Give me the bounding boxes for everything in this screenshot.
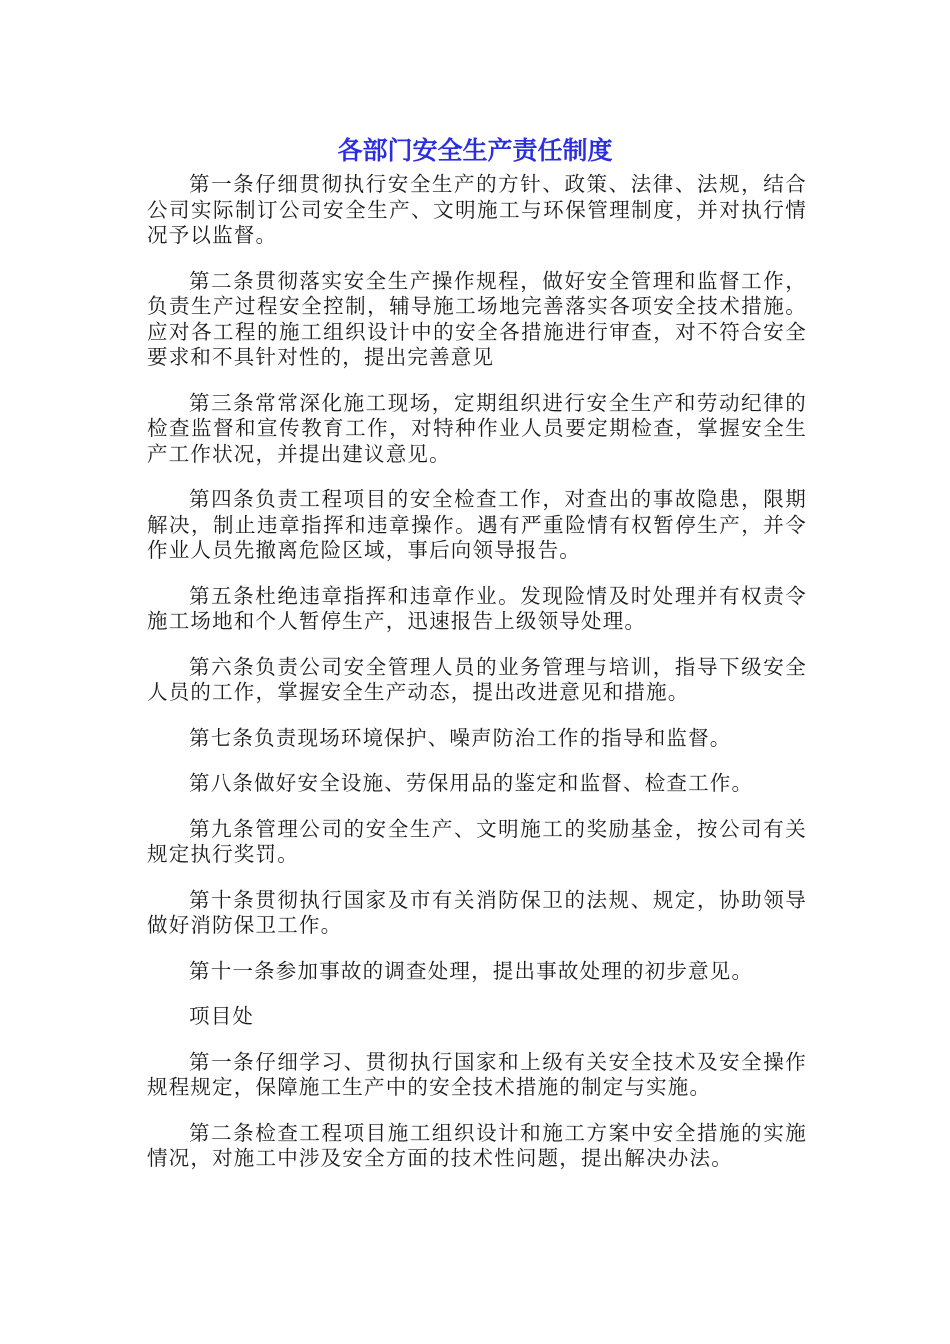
paragraph: 第十条贯彻执行国家及市有关消防保卫的法规、规定，协助领导做好消防保卫工作。 (147, 887, 807, 937)
paragraph: 第四条负责工程项目的安全检查工作，对查出的事故隐患，限期解决，制止违章指挥和违章操作。遇有严重险情有权暂停生产，并令作业人员先撤离危险区域，事后向领导报告。 (147, 487, 807, 562)
document-body (147, 172, 807, 1192)
paragraph: 第二条贯彻落实安全生产操作规程，做好安全管理和监督工作，负责生产过程安全控制，辅导施工场地完善落实各项安全技术措施。应对各工程的施工组织设计中的安全各措施进行审查，对不符合安全要求和不具针对性的，提出完善意见 (147, 268, 807, 369)
paragraph: 第二条检查工程项目施工组织设计和施工方案中安全措施的实施情况，对施工中涉及安全方面的技术性问题，提出解决办法。 (147, 1120, 807, 1170)
paragraph: 第九条管理公司的安全生产、文明施工的奖励基金，按公司有关规定执行奖罚。 (147, 816, 807, 866)
document-title: 各部门安全生产责任制度 (337, 136, 613, 165)
paragraph: 第一条仔细贯彻执行安全生产的方针、政策、法律、法规，结合公司实际制订公司安全生产、文明施工与环保管理制度，并对执行情况予以监督。 (147, 172, 807, 247)
paragraph: 第三条常常深化施工现场，定期组织进行安全生产和劳动纪律的检查监督和宣传教育工作，对特种作业人员要定期检查，掌握安全生产工作状况，并提出建议意见。 (147, 390, 807, 466)
section-heading: 项目处 (189, 1004, 255, 1028)
paragraph: 第六条负责公司安全管理人员的业务管理与培训，指导下级安全人员的工作，掌握安全生产动态，提出改进意见和措施。 (147, 654, 807, 704)
paragraph: 第八条做好安全设施、劳保用品的鉴定和监督、检查工作。 (189, 771, 754, 795)
paragraph: 第五条杜绝违章指挥和违章作业。发现险情及时处理并有权责令施工场地和个人暂停生产，迅速报告上级领导处理。 (147, 583, 807, 633)
paragraph: 第十一条参加事故的调查处理，提出事故处理的初步意见。 (189, 958, 754, 983)
paragraph: 第一条仔细学习、贯彻执行国家和上级有关安全技术及安全操作规程规定，保障施工生产中的安全技术措施的制定与实施。 (147, 1049, 807, 1099)
paragraph: 第七条负责现场环境保护、噪声防治工作的指导和监督。 (189, 725, 732, 750)
